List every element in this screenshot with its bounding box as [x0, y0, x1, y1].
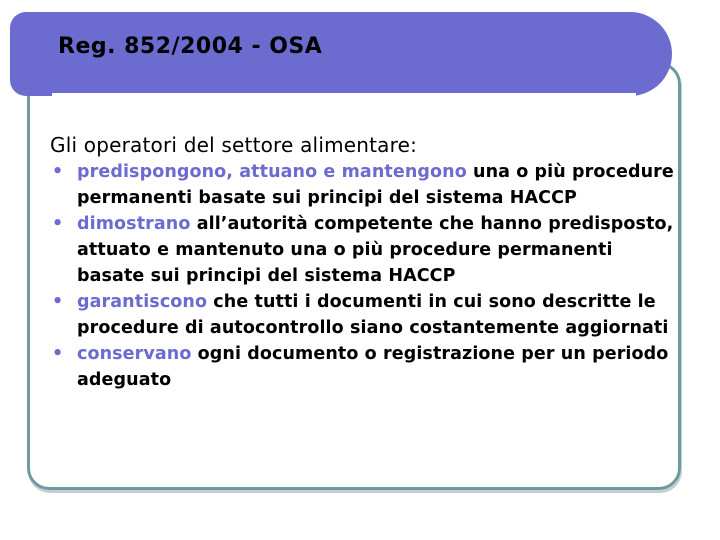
bullet-icon: • [52, 214, 64, 234]
slide-body [50, 132, 680, 393]
title-underline [52, 93, 636, 99]
item-text: una o più procedure permanenti basate sui principi del sistema HACCP [77, 162, 674, 208]
list-item [50, 341, 680, 393]
item-verb: garantiscono [77, 292, 208, 312]
item-verb: predispongono, attuano e mantengono [77, 162, 467, 182]
item-verb: conservano [77, 344, 192, 364]
bullet-icon: • [52, 162, 64, 182]
item-text: ogni documento o registrazione per un periodo adeguato [77, 344, 669, 390]
bullet-icon: • [52, 344, 64, 364]
bullet-list [50, 159, 680, 393]
bullet-icon: • [52, 292, 64, 312]
slide-title: Reg. 852/2004 - OSA [58, 34, 323, 59]
item-text: che tutti i documenti in cui sono descritte le procedure di autocontrollo siano costantemente aggiornati [77, 292, 669, 338]
list-item [50, 159, 680, 211]
intro-text: Gli operatori del settore alimentare: [50, 133, 418, 157]
list-item [50, 289, 680, 341]
item-verb: dimostrano [77, 214, 191, 234]
item-text: all’autorità competente che hanno predisposto, attuato e mantenuto una o più procedure permanenti basate sui principi del sistema HACCP [77, 214, 674, 286]
list-item [50, 211, 680, 289]
